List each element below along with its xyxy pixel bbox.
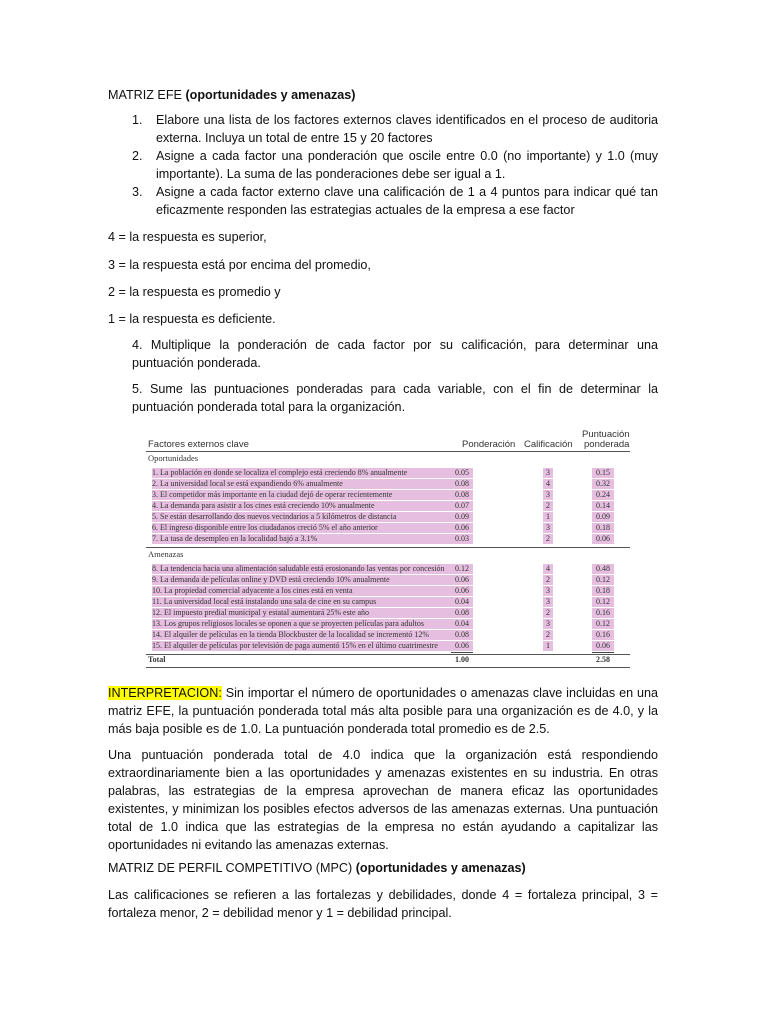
- table-row: 1. La población en donde se localiza el complejo está creciendo 8% anualmente 0.05 3 0.15: [146, 468, 630, 479]
- bottom-rule: [146, 667, 630, 668]
- efe-step-4: 4. Multiplique la ponderación de cada factor por su calificación, para determinar una puntuación ponderada.: [132, 338, 658, 370]
- table-row: 2. La universidad local se está expandiendo 6% anualmente 0.08 4 0.32: [146, 479, 630, 490]
- efe-table: [146, 428, 630, 668]
- table-row: 14. El alquiler de películas en la tienda Blockbuster de la localidad se incrementó 12% 0.08 2 0.16: [146, 630, 630, 641]
- weight-sum-rule: [451, 652, 473, 653]
- interpretation-text: Sin importar el número de oportunidades o amenazas clave incluidas en una matriz EFE, la puntuación ponderada total más alta posible para una organización es de 4.0, y la más baja posible es de 1.0. La puntuación ponderada total promedio es de 2.5.: [108, 686, 658, 736]
- efe-step: 1. Elabore una lista de los factores externos claves identificados en el proceso de auditoria externa. Incluya un total de entre 15 y 20 factores: [132, 113, 658, 145]
- mpc-heading-title: MATRIZ DE PERFIL COMPETITIVO (MPC): [108, 861, 353, 875]
- scale-item: 1 = la respuesta es deficiente.: [108, 312, 276, 326]
- efe-step-5: 5. Sume las puntuaciones ponderadas para cada variable, con el fin de determinar la puntuación ponderada total para la organización.: [132, 382, 658, 414]
- table-row: 10. La propiedad comercial adyacente a los cines está en venta 0.06 3 0.18: [146, 586, 630, 597]
- total-score: 2.58: [596, 655, 610, 664]
- total-row: [146, 655, 630, 666]
- table-row: 12. El impuesto predial municipal y estatal aumentará 25% este año 0.08 2 0.16: [146, 608, 630, 619]
- scale-item: 4 = la respuesta es superior,: [108, 230, 267, 244]
- scale-item: 2 = la respuesta es promedio y: [108, 285, 281, 299]
- table-row: 3. El competidor más importante en la ciudad dejó de operar recientemente 0.08 3 0.24: [146, 490, 630, 501]
- efe-steps-list: [108, 111, 658, 219]
- table-row: 5. Se están desarrollando dos nuevos vecindarios a 5 kilómetros de distancia 0.09 1 0.09: [146, 512, 630, 523]
- section-amenazas: Amenazas: [148, 549, 184, 559]
- header-factor: Factores externos clave: [148, 439, 249, 450]
- interpretation-paragraph-2: Una puntuación ponderada total de 4.0 indica que la organización está respondiendo extraordinariamente bien a las oportunidades y amenazas existentes en su industria. En otras palabras, las estrategias de la empresa aprovechan de manera eficaz las oportunidades existentes, y minimizan los posibles efectos adversos de las amenazas externas. Una puntuación total de 1.0 indica que las estrategias de la empresa no están ayudando a capitalizar las oportunidades ni evitando las amenazas externas.: [108, 748, 658, 852]
- table-row: 13. Los grupos religiosos locales se oponen a que se proyecten películas para adultos 0.04 3 0.12: [146, 619, 630, 630]
- interpretation-label: INTERPRETACION:: [108, 686, 222, 700]
- efe-heading-title: MATRIZ EFE: [108, 88, 182, 102]
- mpc-heading: [108, 859, 526, 877]
- section-rule: [146, 547, 630, 548]
- header-puntuacion: Puntuación: [582, 429, 630, 440]
- table-row: 11. La universidad local está instalando una sala de cine en su campus 0.04 3 0.12: [146, 597, 630, 608]
- scale-item: 3 = la respuesta está por encima del promedio,: [108, 258, 371, 272]
- header-ponderada: ponderada: [584, 439, 630, 450]
- efe-heading-subtitle: (oportunidades y amenazas): [185, 88, 356, 102]
- header-ponderacion: Ponderación: [462, 439, 516, 450]
- interpretation-paragraph: [108, 684, 658, 738]
- section-oportunidades: Oportunidades: [148, 453, 199, 463]
- efe-table-header: [146, 428, 630, 450]
- efe-heading: [108, 86, 356, 104]
- table-row: 7. La tasa de desempleo en la localidad bajó a 3.1% 0.03 2 0.06: [146, 534, 630, 545]
- header-rule: [146, 451, 630, 452]
- score-sum-rule: [592, 652, 614, 653]
- header-calificacion: Calificación: [524, 439, 573, 450]
- efe-step: 2. Asigne a cada factor una ponderación que oscile entre 0.0 (no importante) y 1.0 (muy importante). La suma de las ponderaciones debe ser igual a 1.: [132, 149, 658, 181]
- total-label: Total: [148, 655, 166, 664]
- efe-step: 3. Asigne a cada factor externo clave una calificación de 1 a 4 puntos para indicar qué tan eficazmente responden las estrategias actuales de la empresa a ese factor: [132, 185, 658, 217]
- mpc-paragraph: Las calificaciones se refieren a las fortalezas y debilidades, donde 4 = fortaleza principal, 3 = fortaleza menor, 2 = debilidad menor y 1 = debilidad principal.: [108, 888, 658, 920]
- total-weight: 1.00: [455, 655, 469, 664]
- table-row: 15. El alquiler de películas por televisión de paga aumentó 15% en el último cuatrimestre 0.06 1 0.06: [146, 641, 630, 652]
- table-row: 8. La tendencia hacia una alimentación saludable está erosionando las ventas por concesión 0.12 4 0.48: [146, 564, 630, 575]
- table-row: 9. La demanda de películas online y DVD está creciendo 10% anualmente 0.06 2 0.12: [146, 575, 630, 586]
- table-row: 6. El ingreso disponible entre los ciudadanos creció 5% el año anterior 0.06 3 0.18: [146, 523, 630, 534]
- mpc-heading-subtitle: (oportunidades y amenazas): [355, 861, 526, 875]
- table-row: 4. La demanda para asistir a los cines está creciendo 10% anualmente 0.07 2 0.14: [146, 501, 630, 512]
